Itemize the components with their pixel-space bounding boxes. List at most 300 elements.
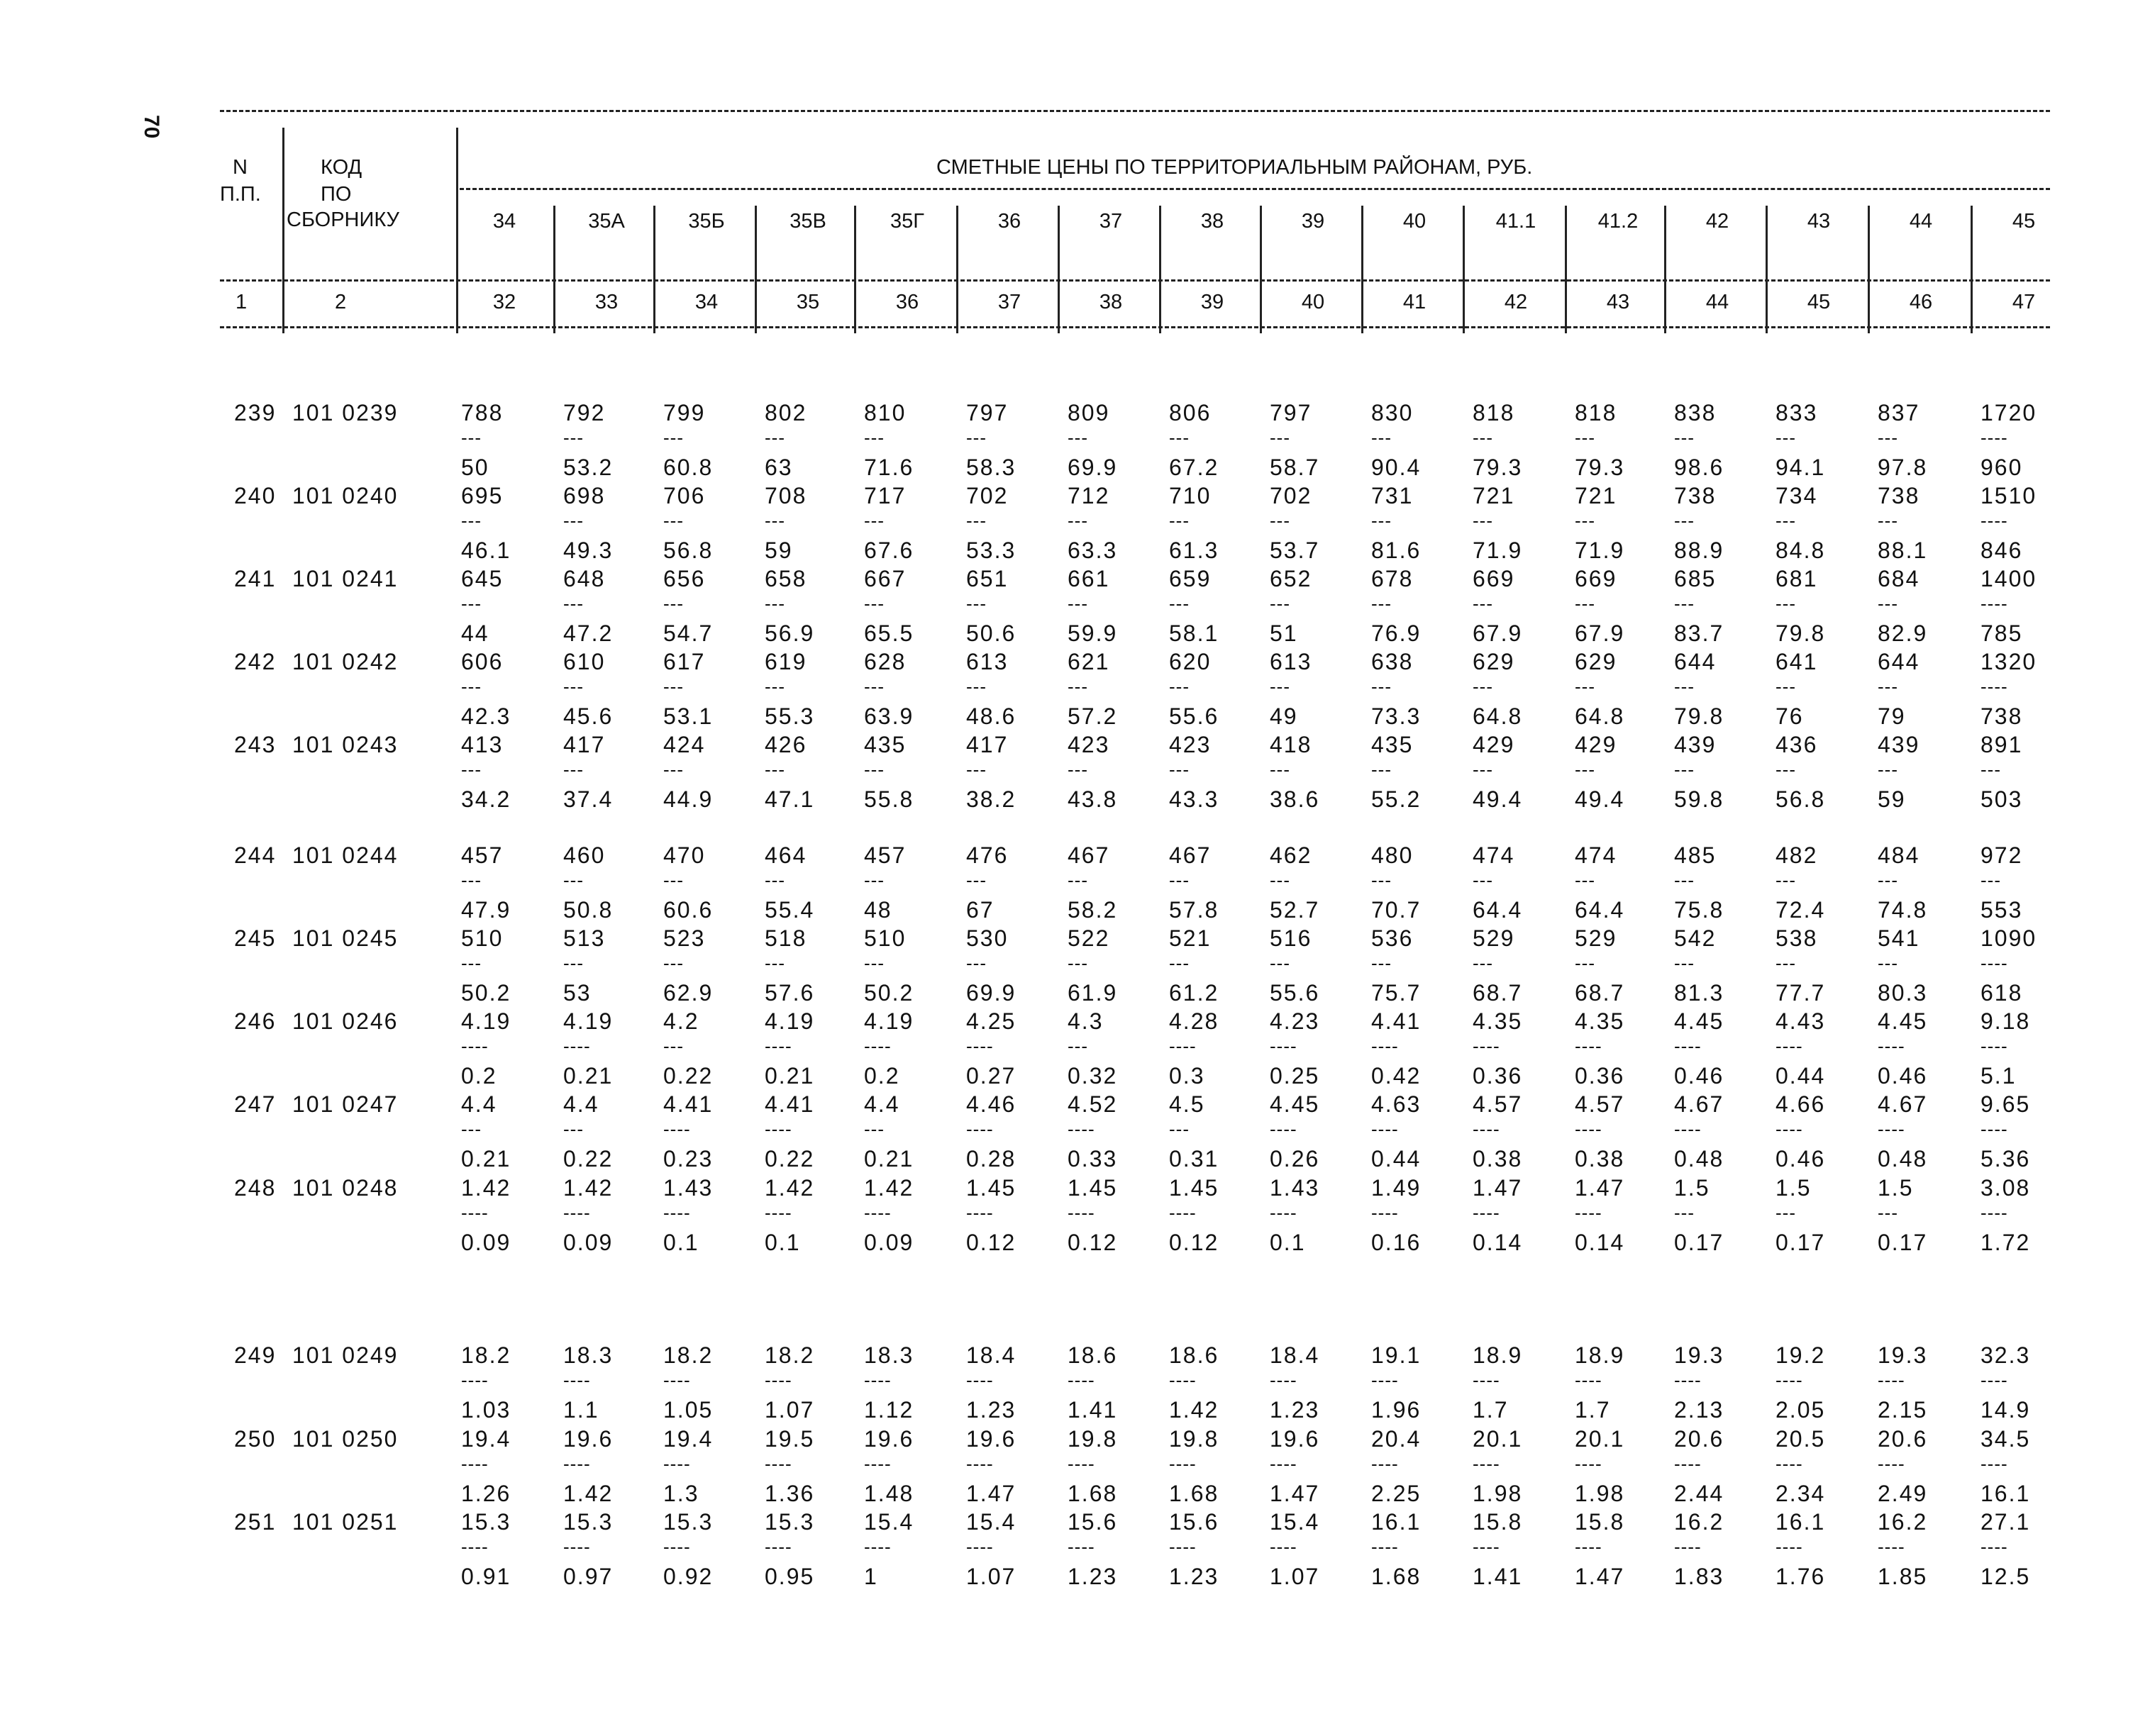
price-top: 20.1 — [1473, 1426, 1523, 1452]
price-top: 4.5 — [1169, 1091, 1205, 1117]
price-bottom: 69.9 — [1068, 455, 1118, 480]
fraction-line: ---- — [1981, 1536, 2008, 1557]
fraction-line: ---- — [461, 1202, 489, 1223]
district-header: 43 — [1807, 210, 1831, 233]
fraction-line: ---- — [1575, 1369, 1602, 1391]
fraction-line: --- — [765, 869, 785, 891]
price-top: 659 — [1169, 566, 1212, 591]
price-bottom: 0.22 — [663, 1063, 714, 1089]
fraction-line: --- — [1878, 510, 1898, 531]
price-top: 19.6 — [966, 1426, 1016, 1452]
price-bottom: 0.46 — [1878, 1063, 1928, 1089]
price-bottom: 51 — [1270, 621, 1298, 646]
fraction-line: ---- — [563, 1536, 591, 1557]
price-top: 18.4 — [1270, 1342, 1320, 1368]
price-top: 620 — [1169, 649, 1212, 674]
price-top: 1720 — [1981, 400, 2037, 425]
price-top: 435 — [1371, 732, 1414, 757]
fraction-line: --- — [1575, 759, 1595, 780]
fraction-line: ---- — [1775, 1536, 1803, 1557]
price-top: 516 — [1270, 925, 1312, 951]
price-bottom: 2.25 — [1371, 1481, 1422, 1506]
price-bottom: 0.21 — [461, 1146, 511, 1172]
price-top: 19.4 — [663, 1426, 714, 1452]
fraction-line: --- — [765, 593, 785, 614]
price-bottom: 70.7 — [1371, 897, 1422, 923]
price-bottom: 72.4 — [1775, 897, 1826, 923]
fraction-line: ---- — [563, 1453, 591, 1474]
price-bottom: 1.7 — [1575, 1397, 1611, 1423]
price-bottom: 1.23 — [1270, 1397, 1320, 1423]
price-bottom: 55.8 — [864, 786, 914, 812]
price-bottom: 503 — [1981, 786, 2023, 812]
price-bottom: 82.9 — [1878, 621, 1928, 646]
price-bottom: 0.22 — [563, 1146, 614, 1172]
district-header: 39 — [1301, 210, 1325, 233]
fraction-line: ---- — [765, 1369, 792, 1391]
price-bottom: 50.2 — [461, 980, 511, 1006]
row-number: 247 — [234, 1091, 277, 1117]
fraction-line: --- — [663, 1035, 684, 1057]
price-bottom: 0.31 — [1169, 1146, 1219, 1172]
price-bottom: 46.1 — [461, 538, 511, 563]
price-bottom: 58.2 — [1068, 897, 1118, 923]
row-code: 101 0240 — [292, 483, 399, 508]
price-bottom: 84.8 — [1775, 538, 1826, 563]
price-bottom: 62.9 — [663, 980, 714, 1006]
fraction-line: --- — [1068, 427, 1088, 448]
fraction-line: --- — [1674, 869, 1695, 891]
fraction-line: --- — [1371, 869, 1392, 891]
price-top: 20.6 — [1878, 1426, 1928, 1452]
price-bottom: 55.6 — [1270, 980, 1320, 1006]
price-top: 15.4 — [864, 1509, 914, 1535]
fraction-line: --- — [1674, 427, 1695, 448]
fraction-line: --- — [864, 869, 885, 891]
fraction-line: --- — [1575, 510, 1595, 531]
fraction-line: --- — [1981, 869, 2001, 891]
fraction-line: --- — [864, 676, 885, 697]
fraction-line: ---- — [765, 1453, 792, 1474]
price-top: 4.46 — [966, 1091, 1016, 1117]
price-top: 484 — [1878, 842, 1920, 868]
fraction-line: ---- — [864, 1536, 892, 1557]
price-top: 15.3 — [563, 1509, 614, 1535]
price-bottom: 68.7 — [1575, 980, 1625, 1006]
price-bottom: 1.23 — [966, 1397, 1016, 1423]
fraction-line: ---- — [1371, 1035, 1399, 1057]
price-bottom: 44 — [461, 621, 489, 646]
fraction-line: ---- — [1775, 1453, 1803, 1474]
price-bottom: 81.3 — [1674, 980, 1724, 1006]
fraction-line: --- — [864, 759, 885, 780]
fraction-line: --- — [1169, 427, 1190, 448]
fraction-line: --- — [1473, 593, 1493, 614]
price-bottom: 1.12 — [864, 1397, 914, 1423]
price-bottom: 56.8 — [663, 538, 714, 563]
row-code: 101 0243 — [292, 732, 399, 757]
price-bottom: 63 — [765, 455, 793, 480]
fraction-line: --- — [663, 427, 684, 448]
fraction-line: ---- — [461, 1453, 489, 1474]
fraction-line: --- — [1169, 869, 1190, 891]
column-number: 35 — [796, 291, 820, 313]
fraction-line: --- — [1878, 593, 1898, 614]
price-top: 661 — [1068, 566, 1110, 591]
price-top: 1.42 — [765, 1175, 815, 1201]
fraction-line: --- — [966, 593, 987, 614]
price-bottom: 79.8 — [1674, 703, 1724, 729]
price-bottom: 2.05 — [1775, 1397, 1826, 1423]
price-bottom: 53.7 — [1270, 538, 1320, 563]
row-number: 240 — [234, 483, 277, 508]
fraction-line: --- — [461, 510, 482, 531]
price-bottom: 49.4 — [1575, 786, 1625, 812]
price-top: 717 — [864, 483, 907, 508]
price-bottom: 56.8 — [1775, 786, 1826, 812]
price-bottom: 2.15 — [1878, 1397, 1928, 1423]
price-bottom: 44.9 — [663, 786, 714, 812]
price-bottom: 1.07 — [966, 1564, 1016, 1589]
price-top: 833 — [1775, 400, 1818, 425]
price-top: 4.25 — [966, 1008, 1016, 1034]
price-bottom: 53.2 — [563, 455, 614, 480]
price-bottom: 5.1 — [1981, 1063, 2017, 1089]
header-po: ПО — [321, 183, 352, 206]
fraction-line: --- — [1575, 593, 1595, 614]
price-top: 429 — [1575, 732, 1617, 757]
fraction-line: --- — [1270, 593, 1290, 614]
fraction-line: ---- — [1371, 1202, 1399, 1223]
price-bottom: 0.25 — [1270, 1063, 1320, 1089]
fraction-line: --- — [461, 676, 482, 697]
price-top: 731 — [1371, 483, 1414, 508]
price-bottom: 1.41 — [1473, 1564, 1523, 1589]
price-bottom: 57.6 — [765, 980, 815, 1006]
fraction-line: --- — [1169, 593, 1190, 614]
fraction-line: ---- — [1371, 1453, 1399, 1474]
fraction-line: ---- — [1068, 1536, 1095, 1557]
price-bottom: 1.68 — [1068, 1481, 1118, 1506]
fraction-line: --- — [1674, 1202, 1695, 1223]
price-bottom: 67.6 — [864, 538, 914, 563]
price-bottom: 53 — [563, 980, 592, 1006]
column-number: 47 — [2012, 291, 2036, 313]
price-top: 424 — [663, 732, 706, 757]
price-bottom: 1.26 — [461, 1481, 511, 1506]
price-top: 669 — [1575, 566, 1617, 591]
price-bottom: 0.32 — [1068, 1063, 1118, 1089]
price-top: 15.8 — [1473, 1509, 1523, 1535]
price-top: 685 — [1674, 566, 1717, 591]
price-top: 802 — [765, 400, 807, 425]
fraction-line: --- — [1371, 427, 1392, 448]
price-top: 15.4 — [1270, 1509, 1320, 1535]
price-bottom: 60.6 — [663, 897, 714, 923]
fraction-line: --- — [1981, 759, 2001, 780]
fraction-line: ---- — [1981, 1453, 2008, 1474]
price-top: 436 — [1775, 732, 1818, 757]
price-top: 19.3 — [1878, 1342, 1928, 1368]
fraction-line: --- — [1878, 759, 1898, 780]
fraction-line: --- — [966, 952, 987, 974]
price-top: 629 — [1575, 649, 1617, 674]
fraction-line: --- — [1575, 952, 1595, 974]
price-bottom: 49.4 — [1473, 786, 1523, 812]
price-bottom: 0.14 — [1473, 1230, 1523, 1255]
price-bottom: 1.07 — [765, 1397, 815, 1423]
price-bottom: 0.33 — [1068, 1146, 1118, 1172]
price-bottom: 43.3 — [1169, 786, 1219, 812]
price-bottom: 0.36 — [1575, 1063, 1625, 1089]
fraction-line: --- — [461, 869, 482, 891]
row-code: 101 0241 — [292, 566, 399, 591]
fraction-line: ---- — [1371, 1118, 1399, 1140]
district-header: 41.2 — [1597, 210, 1639, 233]
price-bottom: 79.3 — [1473, 455, 1523, 480]
fraction-line: ---- — [1575, 1202, 1602, 1223]
price-top: 4.57 — [1575, 1091, 1625, 1117]
price-bottom: 0.3 — [1169, 1063, 1205, 1089]
price-top: 4.4 — [864, 1091, 900, 1117]
fraction-line: ---- — [1270, 1369, 1297, 1391]
price-top: 27.1 — [1981, 1509, 2031, 1535]
price-bottom: 0.12 — [1169, 1230, 1219, 1255]
fraction-line: --- — [1775, 759, 1796, 780]
price-bottom: 1.23 — [1169, 1564, 1219, 1589]
price-bottom: 0.28 — [966, 1146, 1016, 1172]
fraction-line: ---- — [1674, 1453, 1702, 1474]
fraction-line: ---- — [1169, 1035, 1197, 1057]
fraction-line: --- — [1371, 510, 1392, 531]
row-number: 251 — [234, 1509, 277, 1535]
column-number: 32 — [492, 291, 516, 313]
price-bottom: 79.8 — [1775, 621, 1826, 646]
fraction-line: ---- — [663, 1536, 691, 1557]
fraction-line: ---- — [1981, 952, 2008, 974]
price-top: 1.45 — [966, 1175, 1016, 1201]
price-top: 669 — [1473, 566, 1515, 591]
fraction-line: --- — [1473, 952, 1493, 974]
price-bottom: 618 — [1981, 980, 2023, 1006]
price-bottom: 2.44 — [1674, 1481, 1724, 1506]
price-bottom: 76 — [1775, 703, 1804, 729]
fraction-line: --- — [1878, 1202, 1898, 1223]
price-bottom: 2.49 — [1878, 1481, 1928, 1506]
price-bottom: 55.6 — [1169, 703, 1219, 729]
price-top: 467 — [1068, 842, 1110, 868]
price-top: 4.41 — [1371, 1008, 1422, 1034]
price-top: 738 — [1878, 483, 1920, 508]
price-bottom: 1.03 — [461, 1397, 511, 1423]
price-bottom: 1.85 — [1878, 1564, 1928, 1589]
price-top: 513 — [563, 925, 606, 951]
price-bottom: 55.2 — [1371, 786, 1422, 812]
fraction-line: ---- — [1775, 1035, 1803, 1057]
price-top: 638 — [1371, 649, 1414, 674]
row-code: 101 0248 — [292, 1175, 399, 1201]
price-top: 15.3 — [663, 1509, 714, 1535]
fraction-line: --- — [1068, 869, 1088, 891]
price-bottom: 38.6 — [1270, 786, 1320, 812]
fraction-line: --- — [1775, 427, 1796, 448]
fraction-line: ---- — [1674, 1035, 1702, 1057]
price-bottom: 0.16 — [1371, 1230, 1422, 1255]
row-code: 101 0247 — [292, 1091, 399, 1117]
fraction-line: ---- — [1068, 1453, 1095, 1474]
price-top: 606 — [461, 649, 504, 674]
fraction-line: ---- — [1270, 1202, 1297, 1223]
row-code: 101 0242 — [292, 649, 399, 674]
fraction-line: ---- — [1878, 1453, 1905, 1474]
price-top: 20.1 — [1575, 1426, 1625, 1452]
price-top: 4.57 — [1473, 1091, 1523, 1117]
price-bottom: 1.72 — [1981, 1230, 2031, 1255]
price-bottom: 1.96 — [1371, 1397, 1422, 1423]
fraction-line: --- — [663, 593, 684, 614]
price-top: 4.52 — [1068, 1091, 1118, 1117]
price-bottom: 1.98 — [1575, 1481, 1625, 1506]
fraction-line: ---- — [1575, 1118, 1602, 1140]
fraction-line: --- — [1169, 952, 1190, 974]
price-bottom: 14.9 — [1981, 1397, 2031, 1423]
fraction-line: ---- — [1575, 1536, 1602, 1557]
price-top: 19.6 — [1270, 1426, 1320, 1452]
fraction-line: --- — [1270, 510, 1290, 531]
fraction-line: --- — [461, 952, 482, 974]
price-top: 4.3 — [1068, 1008, 1104, 1034]
price-top: 474 — [1473, 842, 1515, 868]
price-top: 522 — [1068, 925, 1110, 951]
fraction-line: --- — [1674, 952, 1695, 974]
price-bottom: 0.42 — [1371, 1063, 1422, 1089]
fraction-line: ---- — [1169, 1369, 1197, 1391]
price-bottom: 75.7 — [1371, 980, 1422, 1006]
row-number: 250 — [234, 1426, 277, 1452]
fraction-line: --- — [663, 952, 684, 974]
price-top: 797 — [1270, 400, 1312, 425]
price-bottom: 2.13 — [1674, 1397, 1724, 1423]
price-top: 529 — [1473, 925, 1515, 951]
price-top: 426 — [765, 732, 807, 757]
price-top: 462 — [1270, 842, 1312, 868]
district-header: 41.1 — [1495, 210, 1536, 233]
price-bottom: 57.2 — [1068, 703, 1118, 729]
price-bottom: 0.22 — [765, 1146, 815, 1172]
fraction-line: ---- — [663, 1202, 691, 1223]
price-bottom: 1.42 — [1169, 1397, 1219, 1423]
price-top: 799 — [663, 400, 706, 425]
price-top: 641 — [1775, 649, 1818, 674]
price-bottom: 1.47 — [1575, 1564, 1625, 1589]
price-bottom: 1.1 — [563, 1397, 599, 1423]
page-number: 70 — [140, 115, 163, 139]
price-top: 1.45 — [1068, 1175, 1118, 1201]
fraction-line: ---- — [1068, 1202, 1095, 1223]
price-top: 1.49 — [1371, 1175, 1422, 1201]
price-bottom: 0.91 — [461, 1564, 511, 1589]
fraction-line: ---- — [1473, 1536, 1500, 1557]
price-bottom: 61.2 — [1169, 980, 1219, 1006]
price-top: 16.1 — [1371, 1509, 1422, 1535]
price-bottom: 0.2 — [864, 1063, 900, 1089]
price-bottom: 64.4 — [1575, 897, 1625, 923]
price-top: 652 — [1270, 566, 1312, 591]
price-top: 19.1 — [1371, 1342, 1422, 1368]
row-code: 101 0251 — [292, 1509, 399, 1535]
price-top: 460 — [563, 842, 606, 868]
price-top: 9.18 — [1981, 1008, 2031, 1034]
price-bottom: 71.9 — [1575, 538, 1625, 563]
price-top: 19.4 — [461, 1426, 511, 1452]
price-top: 18.3 — [563, 1342, 614, 1368]
price-top: 818 — [1575, 400, 1617, 425]
fraction-line: --- — [563, 952, 584, 974]
fraction-line: --- — [1169, 759, 1190, 780]
row-number: 241 — [234, 566, 277, 591]
price-bottom: 553 — [1981, 897, 2023, 923]
column-number: 40 — [1301, 291, 1325, 313]
fraction-line: --- — [765, 427, 785, 448]
price-top: 4.23 — [1270, 1008, 1320, 1034]
fraction-line: --- — [563, 427, 584, 448]
fraction-line: --- — [966, 676, 987, 697]
fraction-line: --- — [864, 510, 885, 531]
row-number: 249 — [234, 1342, 277, 1368]
price-top: 645 — [461, 566, 504, 591]
row-number: 248 — [234, 1175, 277, 1201]
fraction-line: ---- — [1473, 1035, 1500, 1057]
fraction-line: --- — [1575, 869, 1595, 891]
price-bottom: 71.6 — [864, 455, 914, 480]
price-top: 4.4 — [563, 1091, 599, 1117]
fraction-line: --- — [563, 593, 584, 614]
column-number: 38 — [1099, 291, 1123, 313]
price-top: 464 — [765, 842, 807, 868]
column-number: 36 — [895, 291, 919, 313]
price-top: 891 — [1981, 732, 2023, 757]
price-bottom: 81.6 — [1371, 538, 1422, 563]
price-bottom: 37.4 — [563, 786, 614, 812]
price-top: 18.6 — [1169, 1342, 1219, 1368]
column-number: 45 — [1807, 291, 1831, 313]
price-bottom: 48.6 — [966, 703, 1016, 729]
price-bottom: 0.97 — [563, 1564, 614, 1589]
price-top: 648 — [563, 566, 606, 591]
fraction-line: ---- — [1473, 1369, 1500, 1391]
fraction-line: --- — [1068, 952, 1088, 974]
price-bottom: 0.21 — [864, 1146, 914, 1172]
price-top: 541 — [1878, 925, 1920, 951]
fraction-line: ---- — [461, 1369, 489, 1391]
price-bottom: 73.3 — [1371, 703, 1422, 729]
price-bottom: 43.8 — [1068, 786, 1118, 812]
price-top: 18.2 — [765, 1342, 815, 1368]
fraction-line: ---- — [461, 1536, 489, 1557]
fraction-line: --- — [1169, 676, 1190, 697]
district-header: 38 — [1200, 210, 1224, 233]
column-number: 44 — [1705, 291, 1729, 313]
price-bottom: 59.9 — [1068, 621, 1118, 646]
district-header: 45 — [2012, 210, 2036, 233]
price-bottom: 0.27 — [966, 1063, 1016, 1089]
fraction-line: ---- — [1473, 1118, 1500, 1140]
header-kod: КОД — [321, 156, 362, 179]
price-bottom: 1.7 — [1473, 1397, 1509, 1423]
column-number: 46 — [1909, 291, 1933, 313]
price-bottom: 61.9 — [1068, 980, 1118, 1006]
price-bottom: 1.76 — [1775, 1564, 1826, 1589]
